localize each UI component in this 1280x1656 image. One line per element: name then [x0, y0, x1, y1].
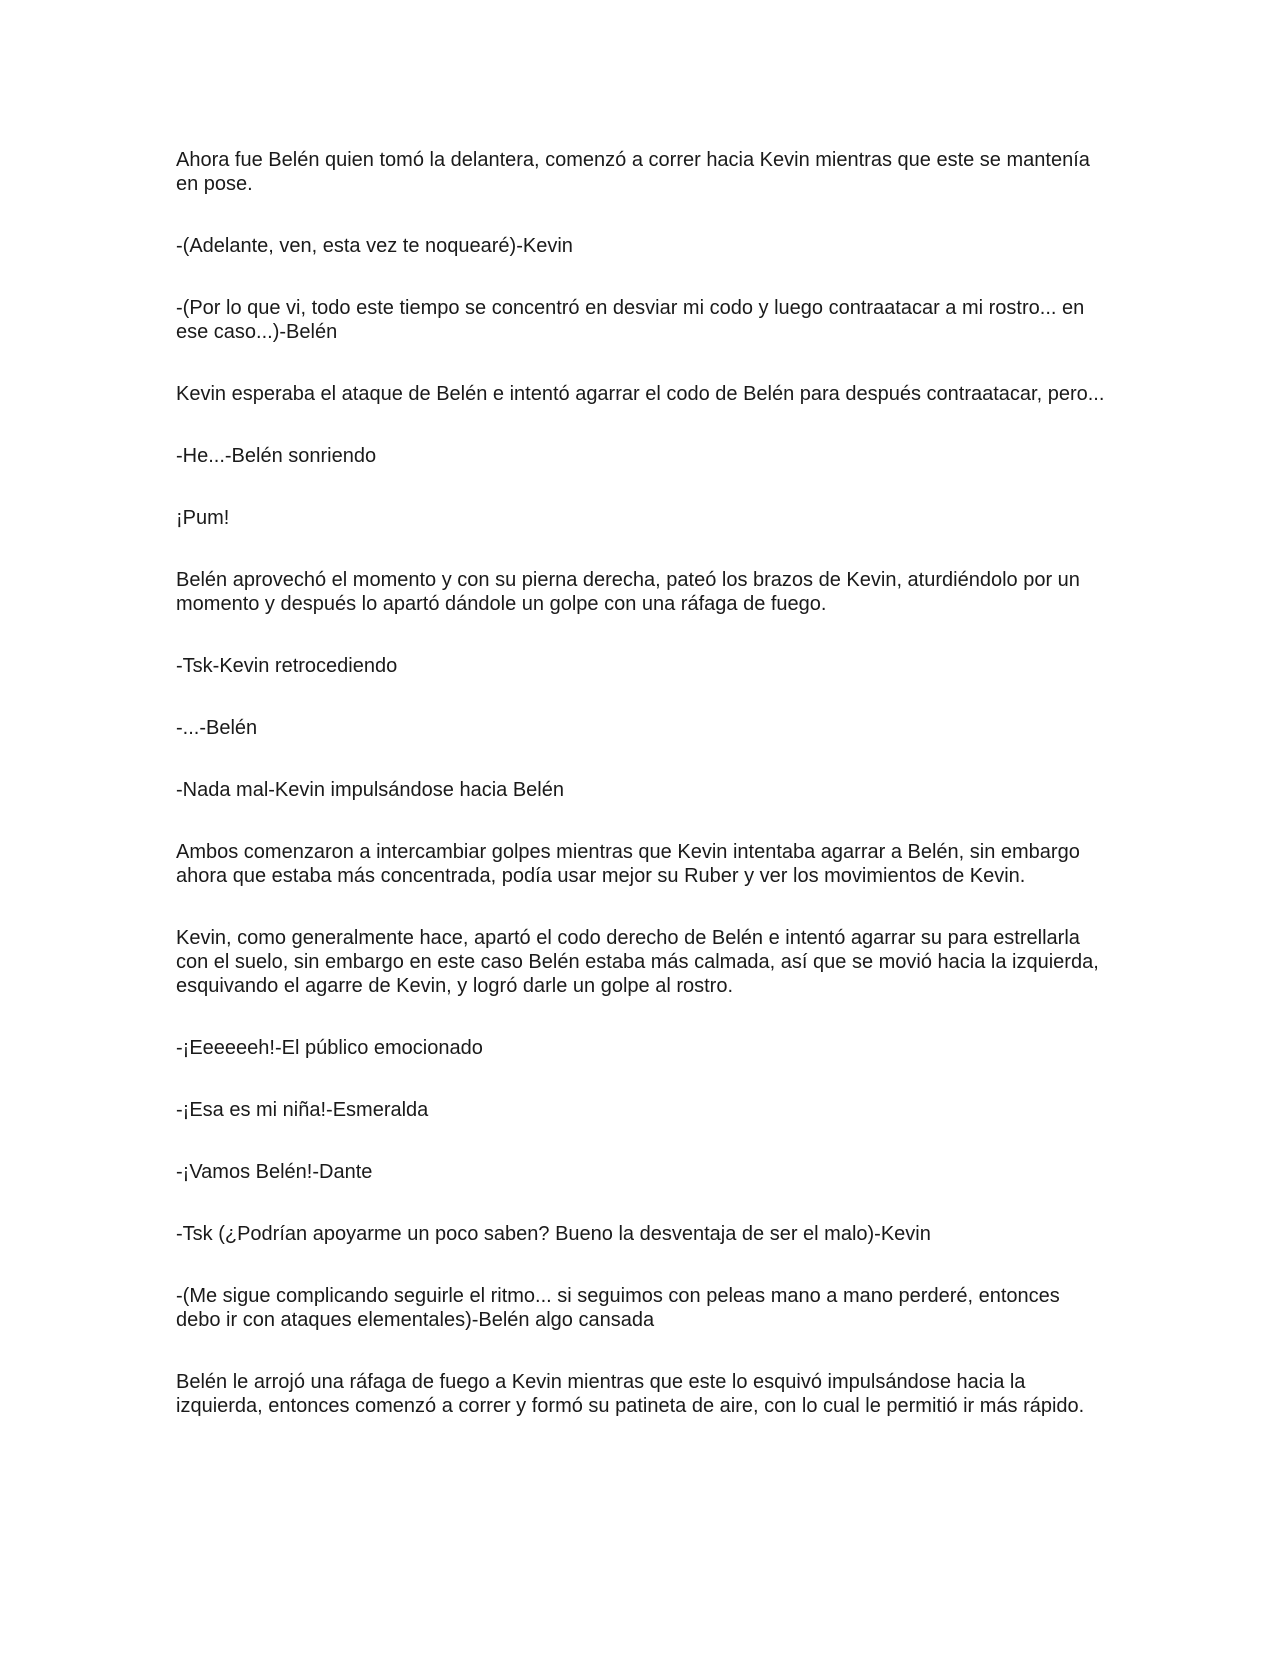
- paragraph: -Tsk-Kevin retrocediendo: [176, 655, 398, 677]
- paragraph: -(Me sigue complicando seguirle el ritmo... si seguimos con peleas mano a mano perderé, entonces debo ir con ataques elementales)-Belén algo cansada: [176, 1285, 1060, 1331]
- paragraph: -¡Esa es mi niña!-Esmeralda: [176, 1099, 429, 1121]
- paragraph: -(Por lo que vi, todo este tiempo se concentró en desviar mi codo y luego contraatacar a mi rostro... en ese caso...)-Belén: [176, 297, 1085, 343]
- paragraph: Kevin, como generalmente hace, apartó el codo derecho de Belén e intentó agarrar su para estrellarla con el suelo, sin embargo en este caso Belén estaba más calmada, así que se movió hacia la izquierda, esquivando el agarre de Kevin, y logró darle un golpe al rostro.: [176, 927, 1099, 997]
- paragraph: -(Adelante, ven, esta vez te noquearé)-Kevin: [176, 235, 573, 257]
- paragraph: -Tsk (¿Podrían apoyarme un poco saben? Bueno la desventaja de ser el malo)-Kevin: [176, 1223, 931, 1245]
- paragraph: -...-Belén: [176, 717, 258, 739]
- paragraph: -¡Eeeeeeh!-El público emocionado: [176, 1037, 483, 1059]
- paragraph: Belén aprovechó el momento y con su pierna derecha, pateó los brazos de Kevin, aturdiéndolo por un momento y después lo apartó dándole un golpe con una ráfaga de fuego.: [176, 569, 1080, 615]
- paragraph: -He...-Belén sonriendo: [176, 445, 377, 467]
- document-body: [176, 148, 1106, 1456]
- paragraph: ¡Pum!: [176, 507, 230, 529]
- paragraph: Ambos comenzaron a intercambiar golpes mientras que Kevin intentaba agarrar a Belén, sin embargo ahora que estaba más concentrada, podía usar mejor su Ruber y ver los movimientos de Kevin.: [176, 841, 1080, 887]
- paragraph: Ahora fue Belén quien tomó la delantera, comenzó a correr hacia Kevin mientras que este se mantenía en pose.: [176, 149, 1090, 195]
- paragraph: Kevin esperaba el ataque de Belén e intentó agarrar el codo de Belén para después contraatacar, pero...: [176, 383, 1105, 405]
- paragraph: Belén le arrojó una ráfaga de fuego a Kevin mientras que este lo esquivó impulsándose hacia la izquierda, entonces comenzó a correr y formó su patineta de aire, con lo cual le permitió ir más rápido.: [176, 1371, 1085, 1417]
- paragraph: -Nada mal-Kevin impulsándose hacia Belén: [176, 779, 564, 801]
- paragraph: -¡Vamos Belén!-Dante: [176, 1161, 373, 1183]
